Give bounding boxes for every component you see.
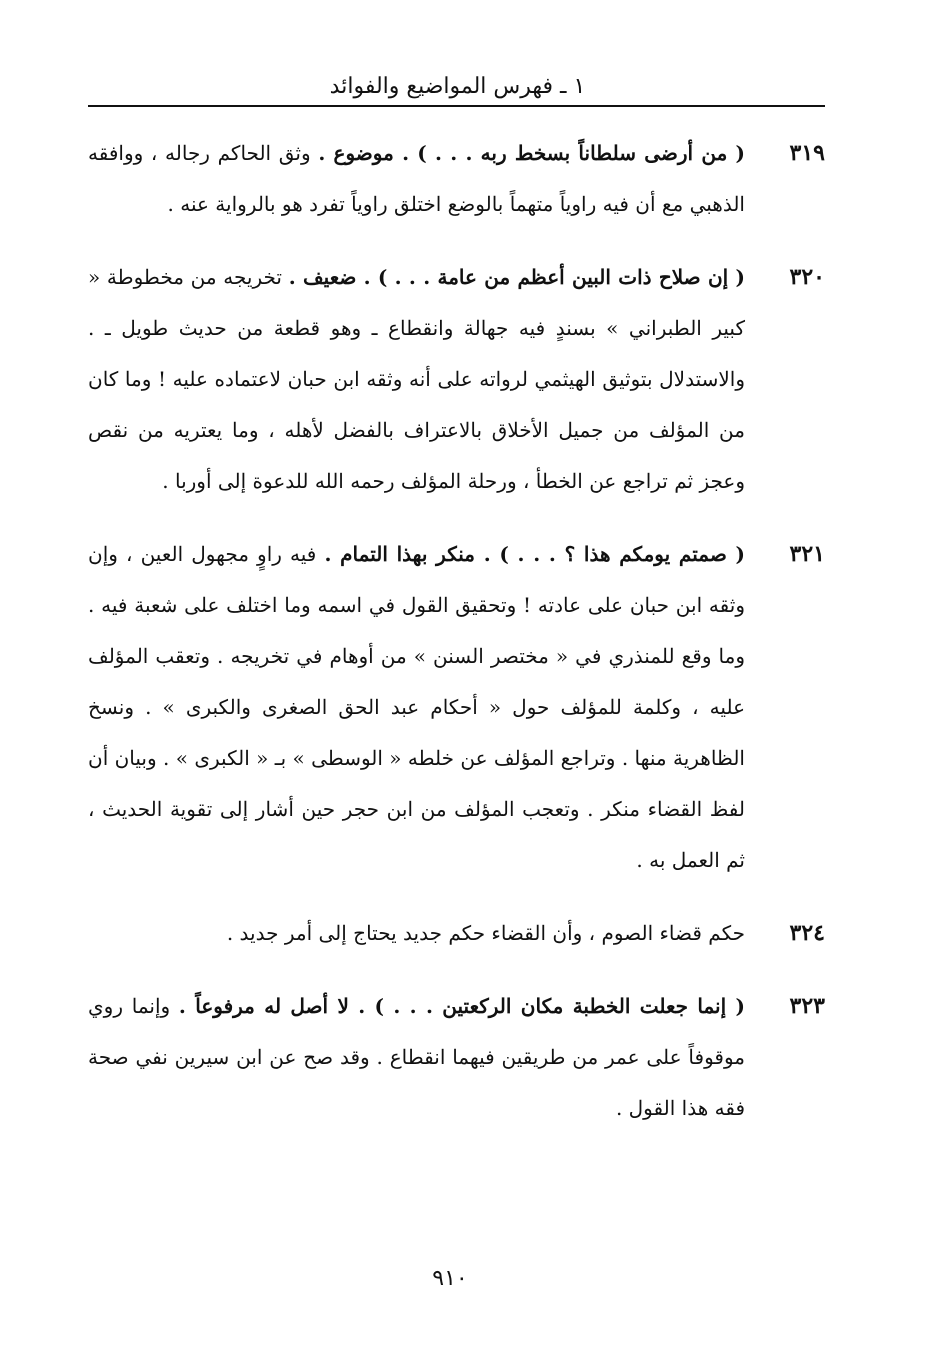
index-entry xyxy=(88,981,825,1134)
entry-hadith-title: ( إنما جعلت الخطبة مكان الركعتين . . . ) . لا أصل له مرفوعاً . xyxy=(178,994,745,1018)
entry-description: فيه راوٍ مجهول العين ، وإن وثقه ابن حبان على عادته ! وتحقيق القول في اسمه وما اختلف على شعبة فيه . وما وقع للمنذري في « مختصر السنن » من أوهام في تخريجه . وتعقب المؤلف عليه ، وكلمة للمؤلف حول « أحكام عبد الحق الصغرى والكبرى » . ونسخ الظاهرية منها . وتراجع المؤلف عن خلطه « الوسطى » بـ « الكبرى » . وبيان أن لفظ القضاء منكر . وتعجب المؤلف من ابن حجر حين أشار إلى تقوية الحديث ، ثم العمل به . xyxy=(88,542,745,872)
index-entry xyxy=(88,908,825,959)
page-number: ٩١٠ xyxy=(432,1266,468,1291)
entry-number: ٣٢٤ xyxy=(789,920,825,946)
entry-description: وإنما روي موقوفاً على عمر من طريقين فيهما انقطاع . وقد صح عن ابن سيرين نفي صحة فقه هذا القول . xyxy=(88,994,746,1120)
entry-text xyxy=(88,252,745,507)
index-entry xyxy=(88,128,825,230)
header-divider xyxy=(88,105,825,107)
entry-hadith-title: ( من أرضى سلطاناً بسخط ربه . . . ) . موضوع . xyxy=(318,141,746,165)
entry-hadith-title: ( إن صلاح ذات البين أعظم من عامة . . . ) . ضعيف . xyxy=(288,265,745,289)
entry-description: وثق الحاكم رجاله ، ووافقه الذهبي مع أن فيه راوياً متهماً بالوضع اختلق راوياً تفرد هو بالرواية عنه . xyxy=(88,141,745,216)
entry-hadith-title: ( صمتم يومكم هذا ؟ . . . ) . منكر بهذا التمام . xyxy=(324,542,745,566)
entry-text xyxy=(88,908,745,959)
index-entry xyxy=(88,252,825,507)
running-head-title: ١ ـ فهرس المواضيع والفوائد xyxy=(329,74,586,99)
entry-number: ٣٢٣ xyxy=(789,993,825,1019)
index-entry xyxy=(88,529,825,886)
entry-number: ٣٢١ xyxy=(789,541,825,567)
entry-number: ٣٢٠ xyxy=(789,264,825,290)
entry-description: تخريجه من مخطوطة « كبير الطبراني » بسندٍ فيه جهالة وانقطاع ـ وهو قطعة من حديث طويل ـ . والاستدلال بتوثيق الهيثمي لرواته على أنه وثقه ابن حبان لاعتماده عليه ! وما كان من المؤلف من جميل الأخلاق بالاعتراف بالفضل لأهله ، وما يعتريه من نقص وعجز ثم تراجع عن الخطأ ، ورحلة المؤلف رحمه الله للدعوة إلى أوربا . xyxy=(88,265,745,493)
entry-text xyxy=(88,529,745,886)
entry-text xyxy=(88,981,745,1134)
entry-text xyxy=(88,128,745,230)
entry-number: ٣١٩ xyxy=(789,140,825,166)
index-entries xyxy=(88,128,825,1156)
entry-description: حكم قضاء الصوم ، وأن القضاء حكم جديد يحتاج إلى أمر جديد . xyxy=(226,921,745,945)
